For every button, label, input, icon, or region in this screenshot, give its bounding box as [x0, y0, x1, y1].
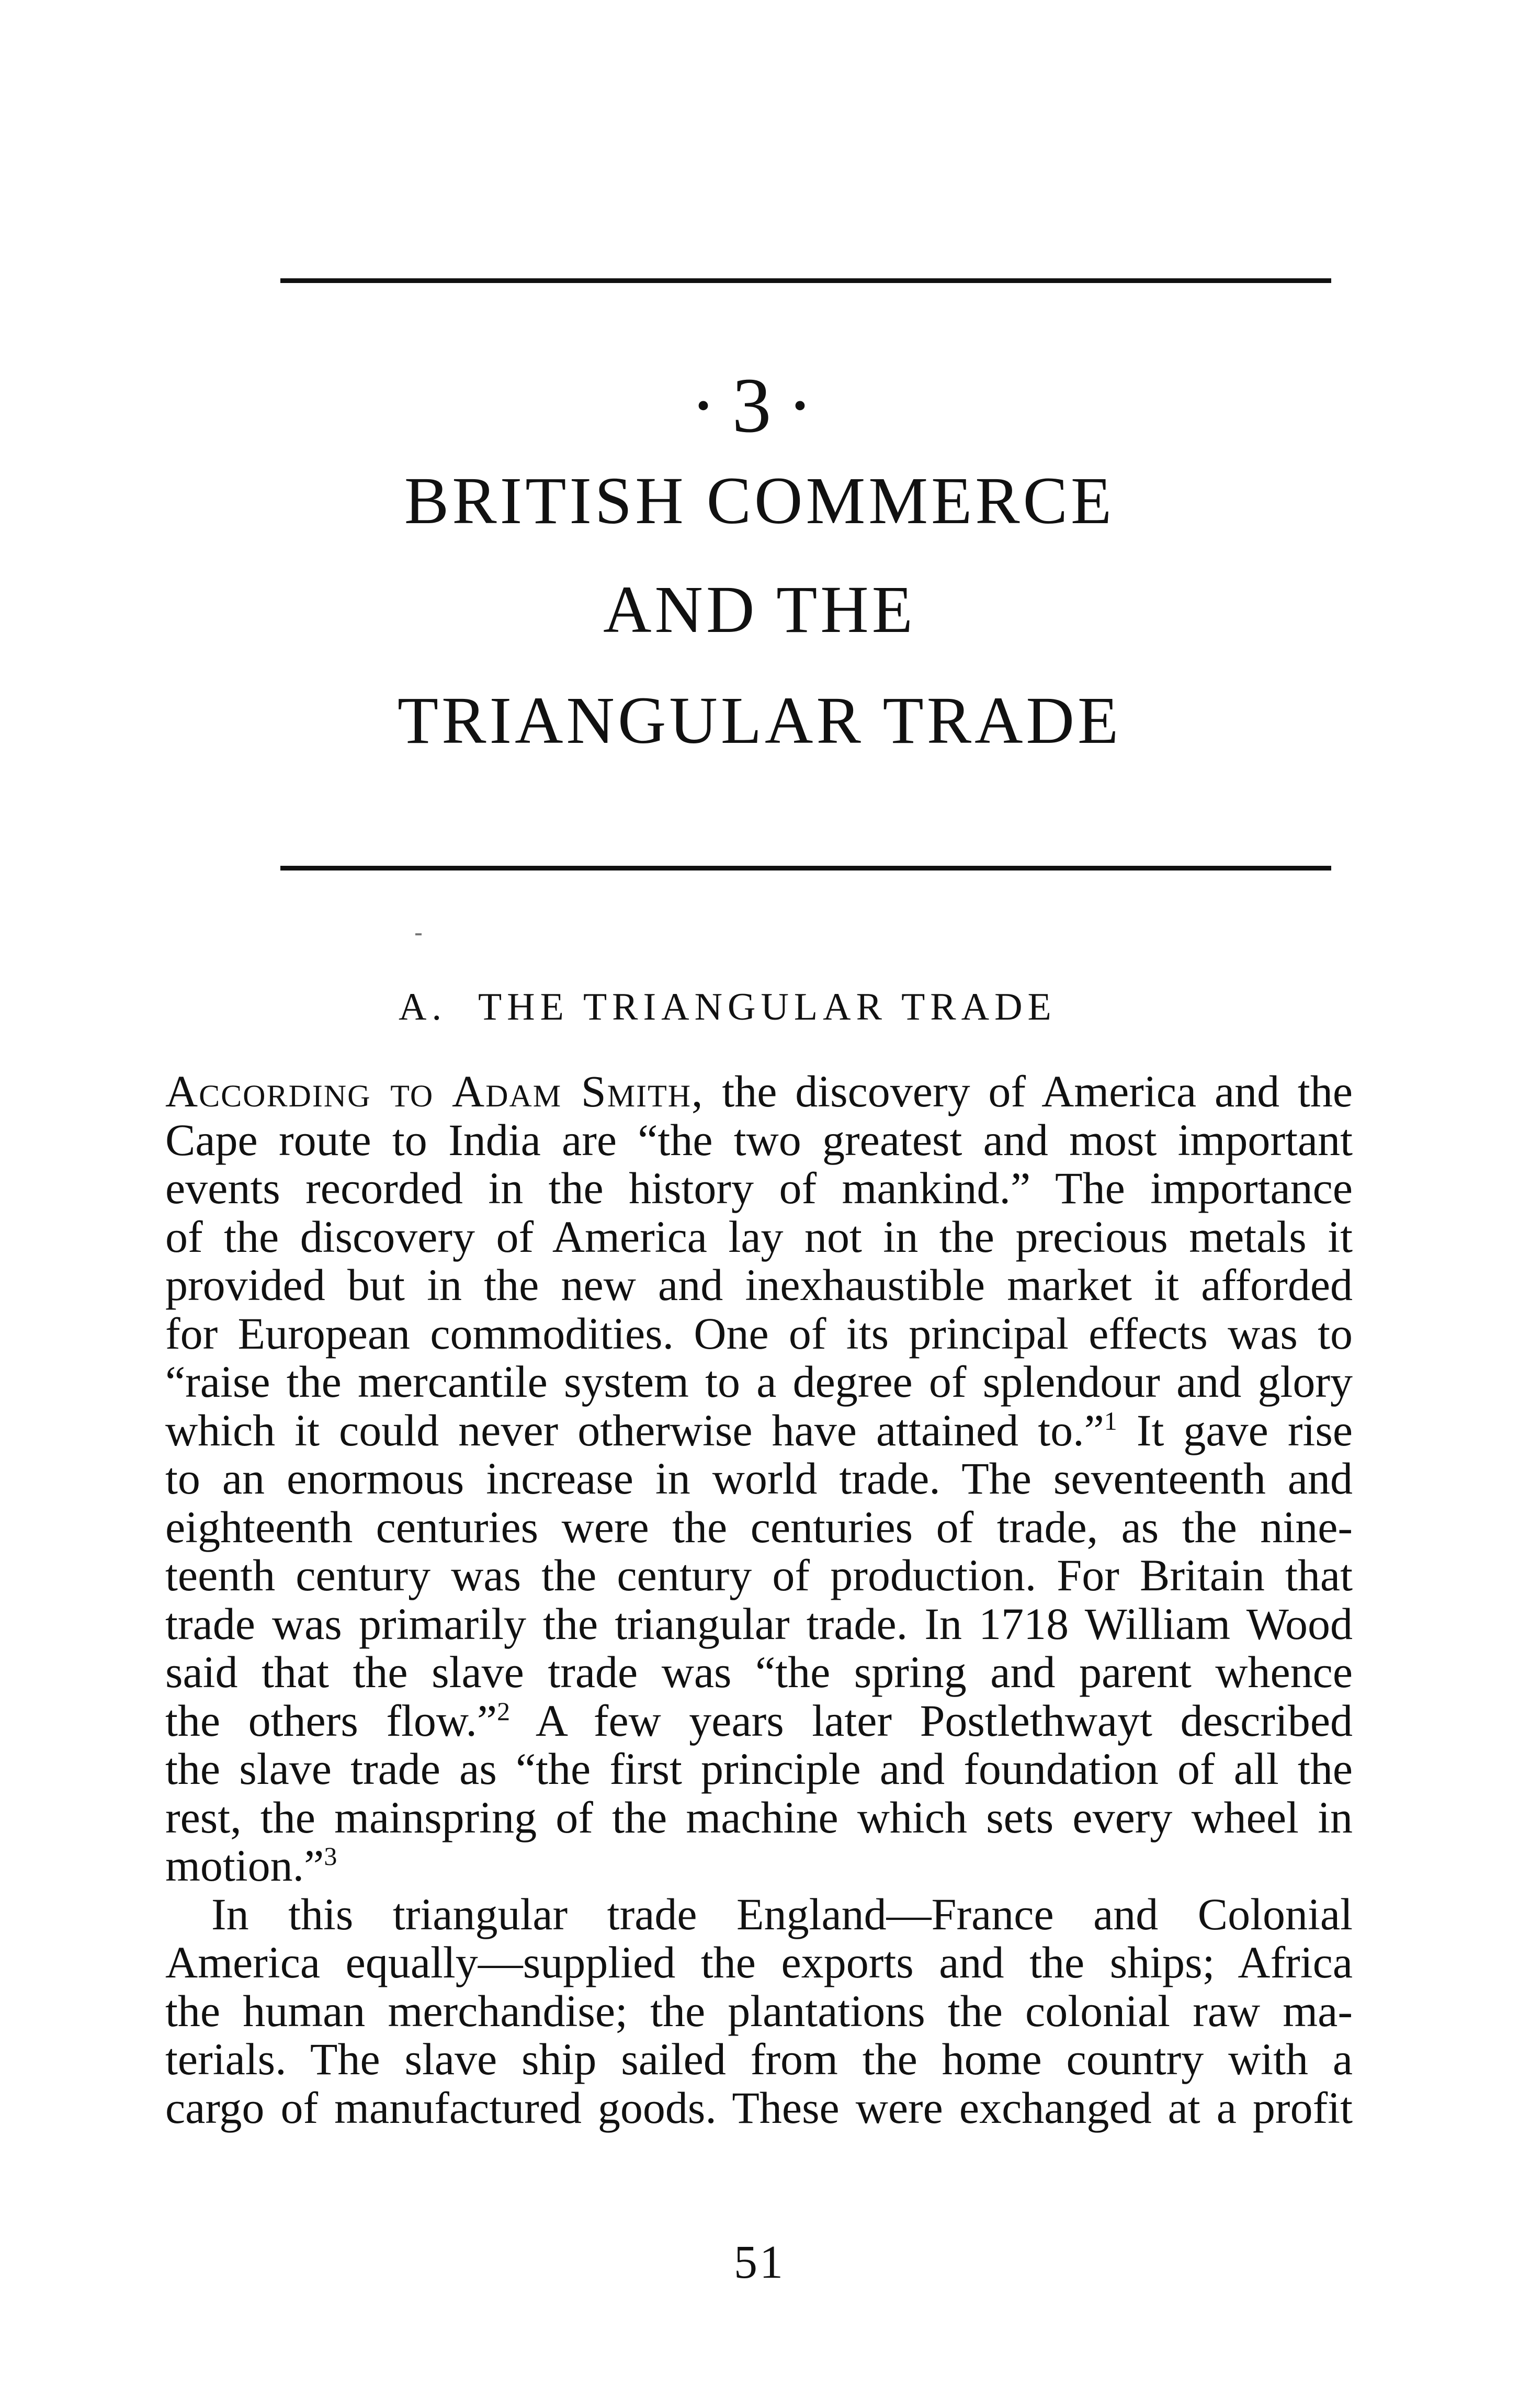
line-text: which it could never otherwise have attained to.”: [165, 1405, 1104, 1455]
text-line: [165, 1067, 1353, 1116]
line-text: the discovery of America and the: [704, 1066, 1353, 1116]
section-title: THE TRIANGULAR TRADE: [478, 986, 1057, 1028]
footnote-mark: 3: [324, 1841, 337, 1871]
text-line: [165, 1697, 1353, 1745]
text-line: “raise the mercantile system to a degree of splendour and glory: [165, 1356, 1353, 1407]
section-heading: [399, 983, 1057, 1031]
page-number: 51: [734, 2236, 785, 2288]
text-line: to an enormous increase in world trade. The seventeenth and: [165, 1453, 1353, 1503]
text-line: terials. The slave ship sailed from the home country with a: [165, 2034, 1353, 2084]
body-text: [165, 1067, 1353, 2132]
text-line: said that the slave trade was “the spring and parent whence: [165, 1647, 1353, 1697]
text-line: eighteenth centuries were the centuries of trade, as the nine-: [165, 1501, 1353, 1552]
text-line: In this triangular trade England—France and Colonial: [211, 1889, 1353, 1939]
text-line: [165, 1841, 1353, 1890]
chapter-title-line-3: TRIANGULAR TRADE: [397, 683, 1122, 758]
author-name-small-caps: Adam Smith,: [451, 1066, 704, 1116]
footnote-mark: 2: [497, 1696, 511, 1726]
line-text: the others flow.”: [165, 1695, 497, 1746]
top-rule: [280, 278, 1331, 283]
text-line: cargo of manufactured goods. These were exchanged at a profit: [165, 2082, 1353, 2133]
lead-in-small-caps: According to: [165, 1066, 434, 1116]
text-line: for European commodities. One of its principal effects was to: [165, 1308, 1353, 1359]
chapter-title-line-1: BRITISH COMMERCE: [404, 463, 1115, 538]
text-line: [165, 1406, 1353, 1455]
text-line: of the discovery of America lay not in the precious metals it: [165, 1211, 1353, 1262]
chapter-title-line-2: AND THE: [603, 572, 916, 647]
text-line: the human merchandise; the plantations the colonial raw ma-: [165, 1985, 1353, 2036]
footnote-mark: 1: [1104, 1406, 1117, 1435]
text-line: the slave trade as “the first principle and foundation of all the: [165, 1744, 1353, 1794]
section-letter: A.: [399, 986, 447, 1028]
bottom-rule: [280, 866, 1331, 871]
chapter-number: ·3·: [690, 362, 829, 449]
line-text: motion.”: [165, 1840, 324, 1891]
text-line: trade was primarily the triangular trade. In 1718 William Wood: [165, 1598, 1353, 1649]
text-line: America equally—supplied the exports and the ships; Africa: [165, 1937, 1353, 1987]
text-line: teenth century was the century of production. For Britain that: [165, 1550, 1353, 1600]
text-line: provided but in the new and inexhaustible market it afforded: [165, 1260, 1353, 1310]
line-text: It gave rise: [1117, 1405, 1353, 1455]
text-line: Cape route to India are “the two greatest and most important: [165, 1114, 1353, 1165]
stray-ink-mark: [415, 933, 422, 935]
text-line: events recorded in the history of mankind.” The importance: [165, 1163, 1353, 1213]
text-line: rest, the mainspring of the machine which sets every wheel in: [165, 1792, 1353, 1842]
line-text: A few years later Postlethwayt described: [510, 1695, 1353, 1746]
